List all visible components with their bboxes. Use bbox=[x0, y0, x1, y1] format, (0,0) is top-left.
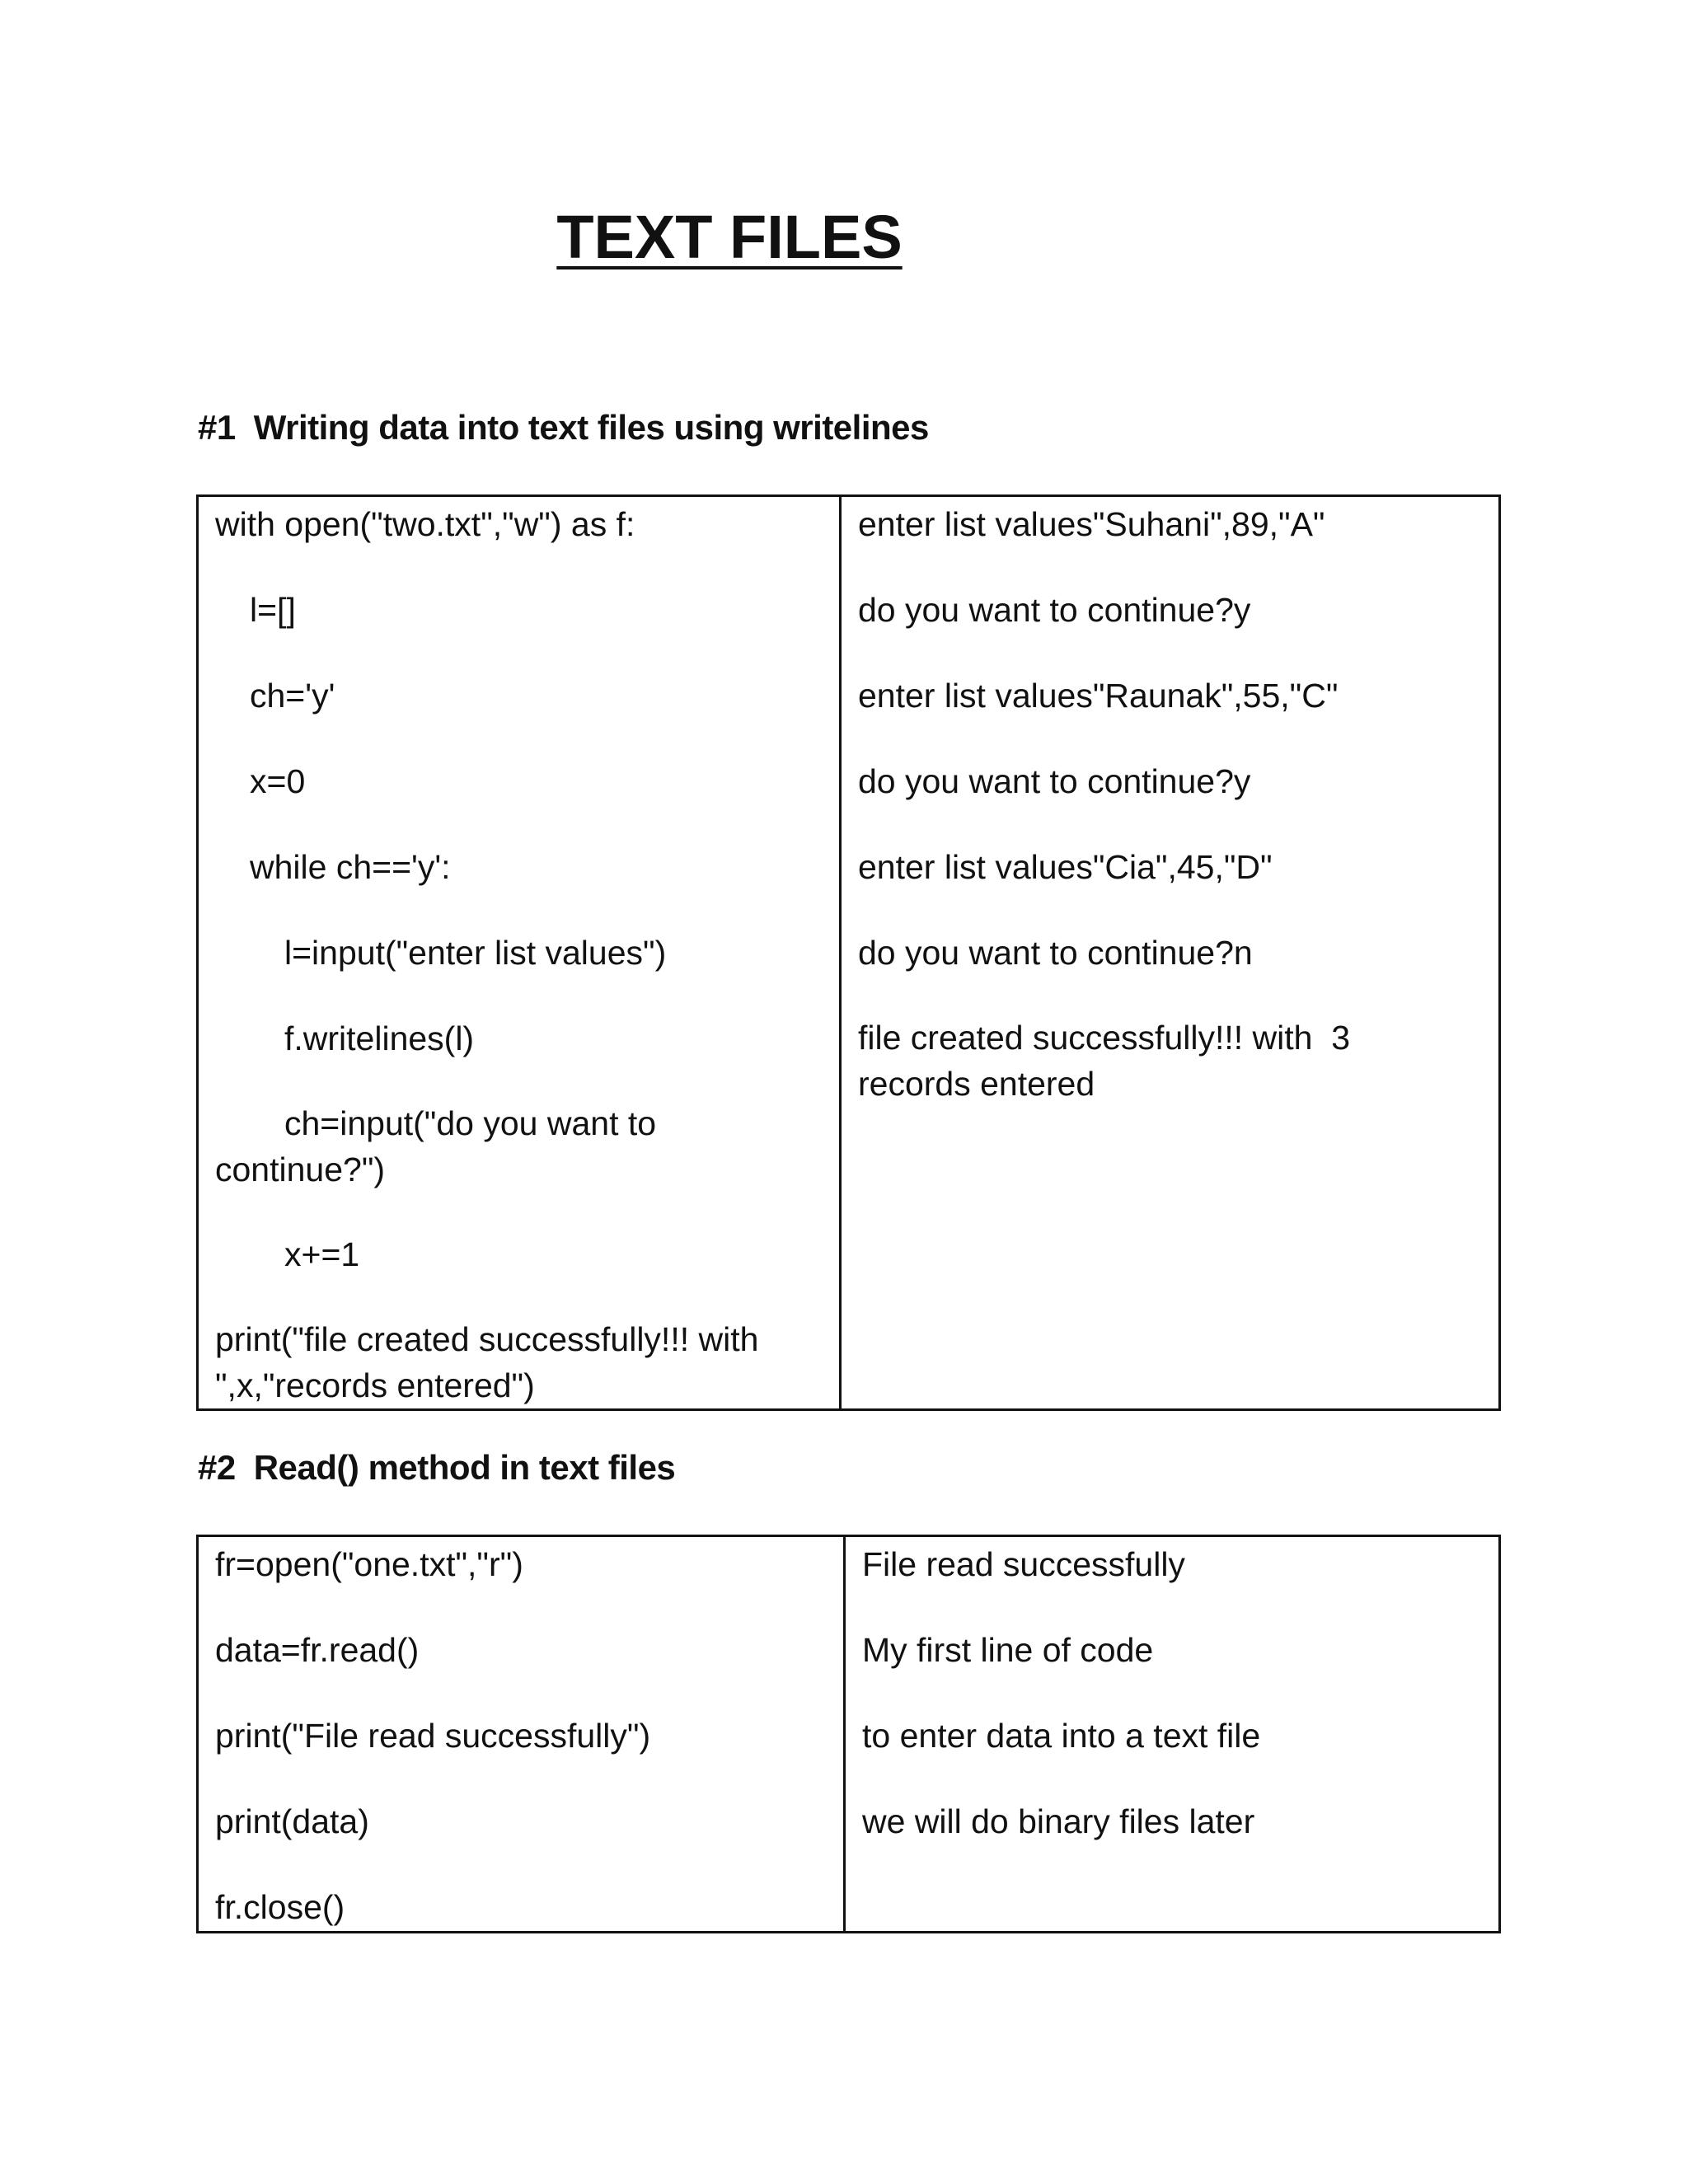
section-2-output-cell bbox=[845, 1536, 1500, 1933]
section-2-heading bbox=[198, 1448, 675, 1488]
code-line: fr.close() bbox=[215, 1888, 345, 1926]
section-2-code-cell bbox=[198, 1536, 845, 1933]
output-line: enter list values"Cia",45,"D" bbox=[858, 848, 1273, 886]
section-1-output-cell bbox=[841, 496, 1500, 1410]
code-line: x=0 bbox=[250, 762, 306, 800]
output-line: we will do binary files later bbox=[862, 1802, 1255, 1840]
section-1-table bbox=[196, 494, 1501, 1411]
code-line: ch='y' bbox=[250, 677, 335, 715]
output-line: file created successfully!!! with 3 records entered bbox=[858, 1019, 1360, 1103]
output-line: do you want to continue?y bbox=[858, 591, 1251, 629]
code-line: fr=open("one.txt","r") bbox=[215, 1545, 523, 1583]
code-line: with open("two.txt","w") as f: bbox=[215, 505, 635, 543]
section-1-title: Writing data into text files using writelines bbox=[253, 408, 929, 447]
output-line: File read successfully bbox=[862, 1545, 1185, 1583]
code-line: print("File read successfully") bbox=[215, 1717, 651, 1755]
section-1-number: #1 bbox=[198, 408, 236, 447]
page-title: TEXT FILES bbox=[556, 203, 903, 271]
code-line: data=fr.read() bbox=[215, 1631, 420, 1669]
code-line: f.writelines(l) bbox=[284, 1019, 475, 1057]
output-line: enter list values"Suhani",89,"A" bbox=[858, 505, 1325, 543]
code-line: print("file created successfully!!! with ",x,"records entered") bbox=[215, 1320, 768, 1404]
output-line: do you want to continue?n bbox=[858, 934, 1253, 972]
code-line: x+=1 bbox=[284, 1235, 360, 1273]
code-line: l=input("enter list values") bbox=[284, 934, 667, 972]
output-line: do you want to continue?y bbox=[858, 762, 1251, 800]
section-2-number: #2 bbox=[198, 1448, 236, 1487]
code-line: while ch=='y': bbox=[250, 848, 451, 886]
section-1-heading bbox=[198, 408, 929, 448]
output-line: enter list values"Raunak",55,"C" bbox=[858, 677, 1339, 715]
section-2-title: Read() method in text files bbox=[253, 1448, 676, 1487]
code-line: ch=input("do you want to continue?") bbox=[215, 1104, 666, 1188]
code-line: print(data) bbox=[215, 1802, 369, 1840]
output-line: My first line of code bbox=[862, 1631, 1154, 1669]
code-line: l=[] bbox=[250, 591, 296, 629]
section-1-code-cell bbox=[198, 496, 841, 1410]
output-line: to enter data into a text file bbox=[862, 1717, 1261, 1755]
section-2-table bbox=[196, 1535, 1501, 1933]
